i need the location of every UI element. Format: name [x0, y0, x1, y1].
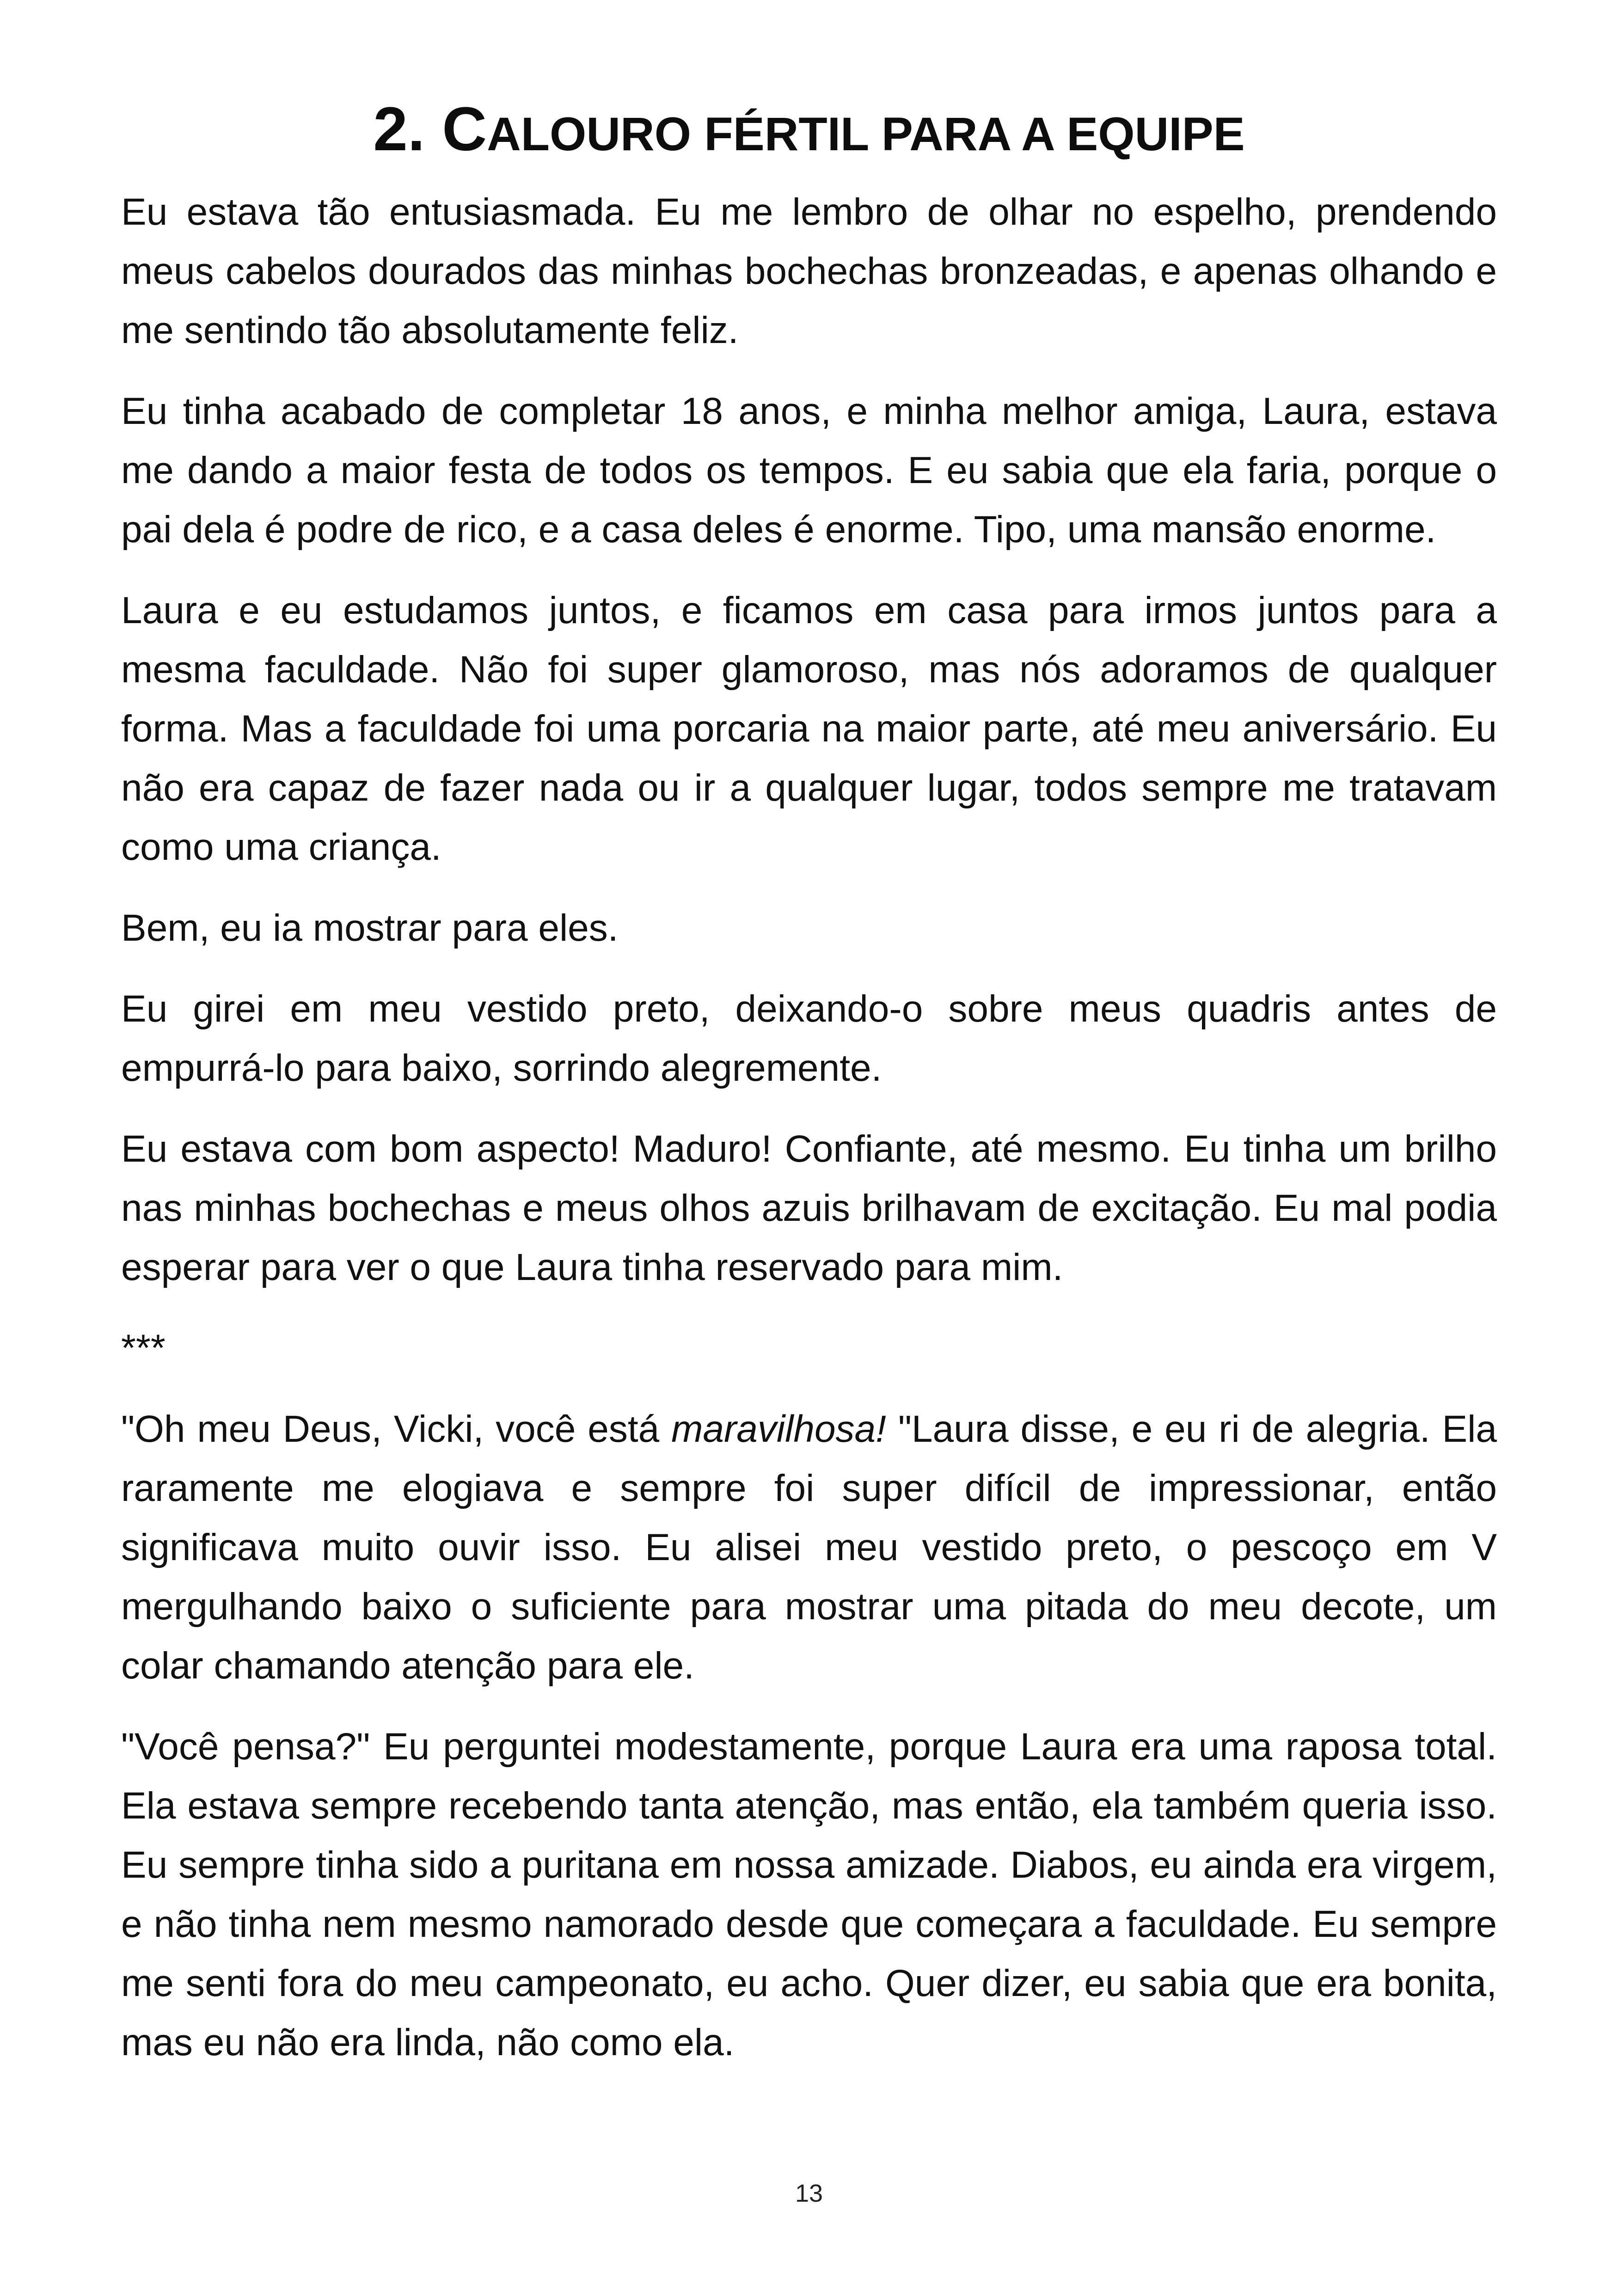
paragraph: "Você pensa?" Eu perguntei modestamente, porque Laura era uma raposa total. Ela estava sempre recebendo tanta atenção, mas então, ela também queria isso. Eu sempre tinha sido a puritana em nossa amizade. Diabos, eu ainda era virgem, e não tinha nem mesmo namorado desde que começara a faculdade. Eu sempre me senti fora do meu campeonato, eu acho. Quer dizer, eu sabia que era bonita, mas eu não era linda, não como ela. [121, 1726, 1497, 2063]
paragraph: Eu estava com bom aspecto! Maduro! Confiante, até mesmo. Eu tinha um brilho nas minhas bochechas e meus olhos azuis brilhavam de excitação. Eu mal podia esperar para ver o que Laura tinha reservado para mim. [121, 1128, 1497, 1288]
page-number: 13 [795, 2180, 823, 2207]
chapter-title-initial: C [442, 95, 487, 164]
chapter-body [121, 183, 1497, 2094]
paragraph-text-before: "Oh meu Deus, Vicki, você está [121, 1408, 672, 1450]
chapter-title [121, 88, 1497, 176]
paragraph: Eu girei em meu vestido preto, deixando-o sobre meus quadris antes de empurrá-lo para baixo, sorrindo alegremente. [121, 988, 1497, 1089]
paragraph-text-after: "Laura disse, e eu ri de alegria. Ela raramente me elogiava e sempre foi super difícil de impressionar, então significava muito ouvir isso. Eu alisei meu vestido preto, o pescoço em V mergulhando baixo o suficiente para mostrar uma pitada do meu decote, um colar chamando atenção para ele. [121, 1408, 1497, 1687]
scene-break: *** [121, 1327, 165, 1369]
paragraph: Bem, eu ia mostrar para eles. [121, 907, 619, 949]
paragraph: Eu tinha acabado de completar 18 anos, e minha melhor amiga, Laura, estava me dando a maior festa de todos os tempos. E eu sabia que ela faria, porque o pai dela é podre de rico, e a casa deles é enorme. Tipo, uma mansão enorme. [121, 390, 1497, 551]
chapter-title-rest: ALOURO FÉRTIL PARA A EQUIPE [487, 108, 1245, 160]
chapter-number: 2. [373, 95, 425, 164]
paragraph: Eu estava tão entusiasmada. Eu me lembro de olhar no espelho, prendendo meus cabelos dourados das minhas bochechas bronzeadas, e apenas olhando e me sentindo tão absolutamente feliz. [121, 191, 1497, 351]
paragraph: Laura e eu estudamos juntos, e ficamos em casa para irmos juntos para a mesma faculdade. Não foi super glamoroso, mas nós adoramos de qualquer forma. Mas a faculdade foi uma porcaria na maior parte, até meu aniversário. Eu não era capaz de fazer nada ou ir a qualquer lugar, todos sempre me tratavam como uma criança. [121, 589, 1497, 868]
paragraph [121, 1400, 1497, 1696]
paragraph-emphasis: maravilhosa! [671, 1408, 886, 1450]
